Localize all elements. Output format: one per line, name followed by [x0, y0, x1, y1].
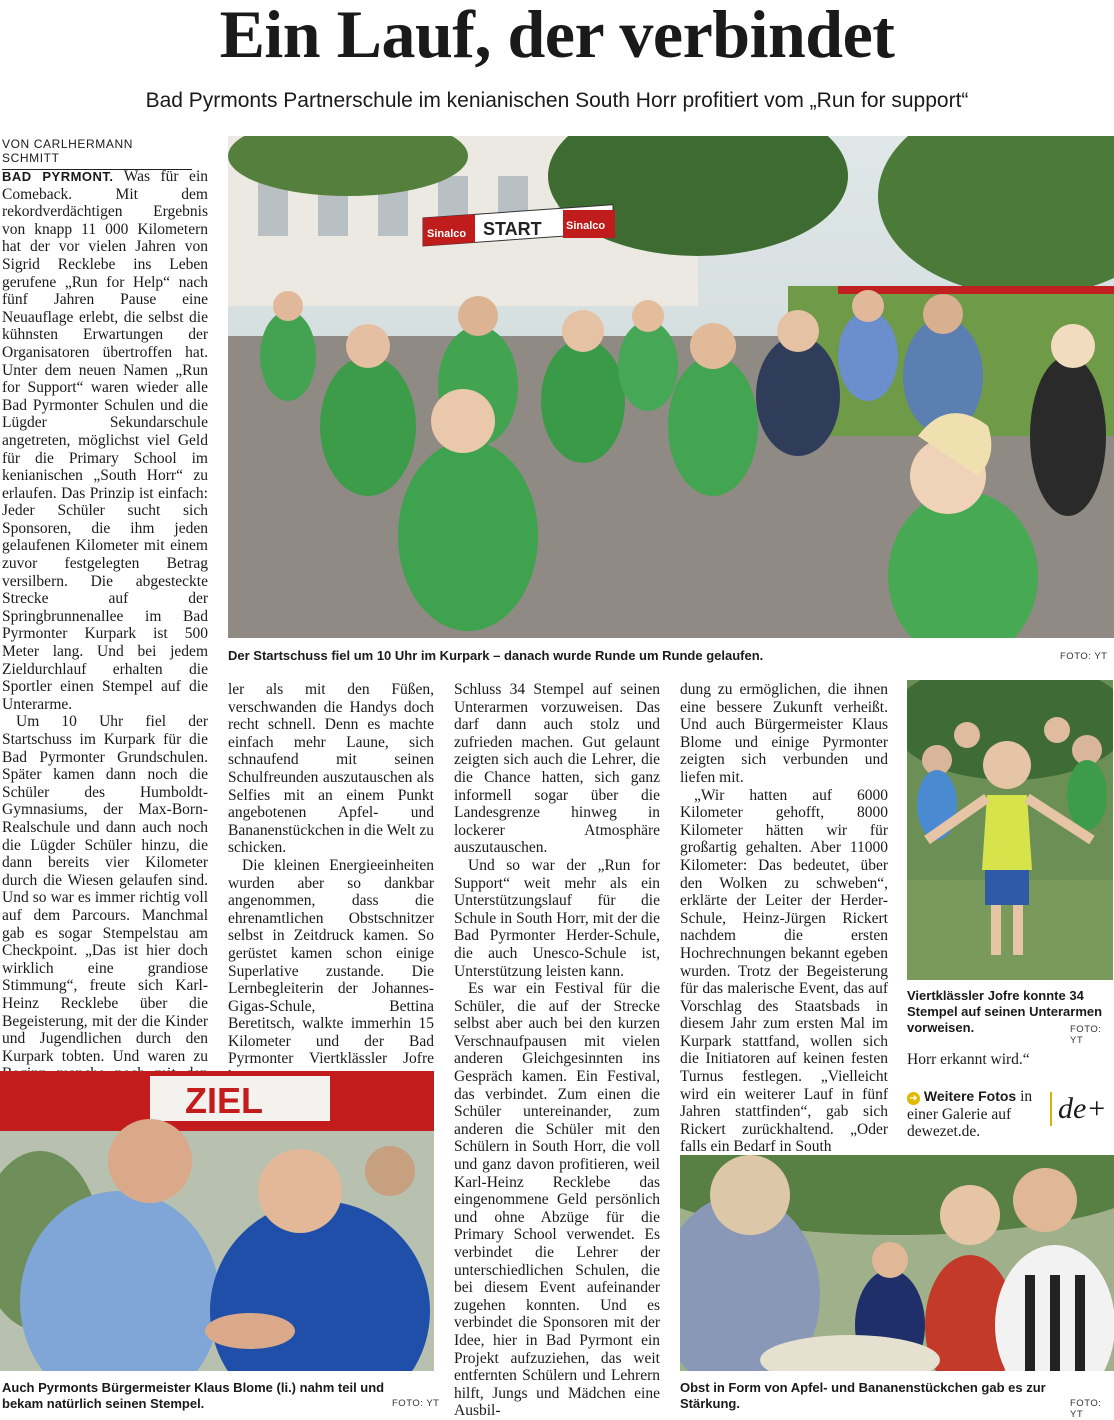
photo-main-runners	[228, 136, 1114, 638]
article-paragraph: dung zu ermöglichen, die ihnen eine bessere Zukunft verheißt. Und auch Bürgermeister Klaus Blome und einige Pyrmonter zeigten sich verbunden und liefen mit.	[680, 681, 888, 786]
article-paragraph: Es war ein Festival für die Schüler, die auf der Strecke selbst aber auch bei den kurzen Verschnaufpausen mit vielen anderen Gleichgesinnten ins Gespräch kamen. Ein Festival, das verbindet. Zum einen die Schüler untereinander, zum anderen die Schüler mit den Schülern in South Horr, die voll und ganz davon profitieren, weil Karl-Heinz Recklebe das eingenommene Geld persönlich und ohne Abzüge für die Primary School verwendet. Es verbindet die Lehrer der unterschiedlichen Schulen, die bei diesem Event aufeinander zugehen konnten. Und es verbindet die Sponsoren mit der Idee, hier in Bad Pyrmont ein Projekt aufzuziehen, das weit entfernten Schülern und Lehrern hilft, Jungs und Mädchen eine Ausbil-	[454, 980, 660, 1420]
banner-start: START	[483, 219, 542, 239]
photo-main-credit: FOTO: YT	[1060, 651, 1108, 662]
headline: Ein Lauf, der verbindet	[219, 0, 895, 72]
photo-mayor-caption: Auch Pyrmonts Bürgermeister Klaus Blome (li.) nahm teil und bekam natürlich seinen Stempel.	[2, 1380, 385, 1411]
dewezet-plus-logo: de+	[1050, 1092, 1107, 1126]
article-column-1	[2, 168, 208, 1065]
byline: VON CARLHERMANN SCHMITT	[2, 137, 192, 170]
banner-sponsor-left: Sinalco	[427, 228, 467, 240]
article-paragraph: Die kleinen Energieeinheiten wurden aber so dankbar angenommen, dass die ehrenamtlichen Obstschnitzer selbst in Zeitdruck kamen. So gerüstet kamen schon einige Superlative zustande. Die Lernbegleiterin der Johannes-Gigas-Schule, Bettina Beretitsch, walkte immerhin 15 Kilometer und der Bad Pyrmonter Viertklässler Jofre	[228, 856, 434, 1068]
article-paragraph: Schluss 34 Stempel auf seinen Unterarmen vorzuweisen. Das darf dann auch stolz und zufrieden machen. Gut gelaunt zeigten sich auch die Lehrer, die die Chance hatten, sich ganz informell sogar über die Landesgrenze hinweg in lockerer Atmosphäre auszutauschen.	[454, 681, 660, 857]
photo-fruit-caption: Obst in Form von Apfel- und Bananenstückchen gab es zur Stärkung.	[680, 1380, 1046, 1411]
more-photos-text: in einer Galerie auf dewezet.de.	[907, 1088, 1033, 1141]
banner-sponsor-right: Sinalco	[566, 220, 606, 232]
more-photos-label: Weitere Fotos	[923, 1088, 1017, 1104]
photo-fruit-credit: FOTO: YT	[1070, 1398, 1102, 1420]
article-paragraph: „Wir hatten auf 6000 Kilometer gehofft, 8000 Kilometer hätten wir für großartig gehalten. Aber 11000 Kilometer: Das bedeutet, über den Wolken zu schweben“, erklärte der Leiter der Herder-Schule, Heinz-Jürgen Rickert nachdem die ersten Hochrechnungen bekannt egeben wurden. Trotz der Begeisterung für das malerische Event, das auf Vorschlag des Staatsbads in diesem Jahr zum ersten Mal im Kurpark stattfand, wollen sich die Initiatoren auf keinen festen Turnus festlegen. „Vielleicht wird ein weiterer Lauf in fünf Jahren stattfinden“, gab sich Rickert zurückhaltend. „Oder falls ein Bedarf in South	[680, 786, 888, 1156]
article-column-4	[680, 681, 888, 1156]
photo-mayor	[0, 1071, 434, 1371]
photo-jofre-credit: FOTO: YT	[1070, 1024, 1102, 1046]
article-paragraph: Und so war der „Run for Support“ weit mehr als ein Unterstützungslauf für die Schule in South Horr, mit der die Bad Pyrmonter Herder-Schule, die auch Unesco-Schule ist, Unterstützung leisten kann.	[454, 856, 660, 980]
dateline: BAD PYRMONT.	[2, 169, 114, 184]
more-photos-promo[interactable]	[907, 1088, 1047, 1141]
article-paragraph: Um 10 Uhr fiel der Startschuss im Kurpark für die Bad Pyrmonter Grundschulen. Später kamen dann noch die Schüler des Humboldt-Gymnasiums, der Max-Born-Realschule und dann auch noch die Lügder Schüler hinzu, die dann bereits vier Kilometer durch die Wiesen gelaufen sind. Und so war es immer richtig voll auf dem Parcours. Manchmal gab es sogar Stempelstau am Checkpoint. „Das ist hier doch wirklich eine grandiose Stimmung“, freute sich Karl-Heinz Recklebe über die Begeisterung, mit der die Kinder und Jugendlichen durch den Kurpark tobten. Und waren zu	[2, 713, 208, 1065]
article-column-5	[907, 1051, 1113, 1069]
article-column-3	[454, 681, 660, 1420]
article-paragraph: Horr erkannt wird.“	[907, 1051, 1030, 1068]
photo-jofre	[907, 680, 1113, 980]
subheadline: Bad Pyrmonts Partnerschule im kenianischen South Horr profitiert vom „Run for support“	[145, 89, 969, 112]
banner-ziel: ZIEL	[185, 1080, 263, 1121]
article-column-2	[228, 681, 434, 1068]
article-paragraph: ler als mit den Füßen, verschwanden die Handys doch recht schnell. Denn es machte einfach mehr Laune, sich schnaufend mit seinen Schulfreunden auszutauschen als Selfies mit an einem Punkt angebotenen Apfel- und Bananenstückchen in die Welt zu schicken.	[228, 681, 434, 857]
photo-mayor-credit: FOTO: YT	[392, 1398, 440, 1409]
photo-fruit	[680, 1155, 1114, 1371]
article-lead: Was für ein Comeback. Mit dem rekordverdächtigen Ergebnis von knapp 11 000 Kilometern hat der vor vielen Jahren von Sigrid Recklebe ins Leben gerufene „Run for Help“ nach fünf Jahren Pause eine Neuauflage erlebt, die selbst die kühnsten Erwartungen der Organisatoren übertroffen hat. Unter dem neuen Namen „Run for Support“ waren wieder alle Bad Pyrmonter Schulen und die Lügder Sekundarschule angetreten, möglichst viel Geld für die Primary School im kenianischen „South Horr“ zu erlaufen. Das Prinzip ist einfach: Jeder Schüler sucht sich Sponsoren, die ihm jeden gelaufenen Kilometer mit einem zuvor festgelegten Betrag versilbern. Die abgesteckte Strecke auf der Springbrunnenallee im Bad Pyrmonter Kurpark ist 500 Meter lang. Und bei jedem Zieldurchlauf erhalten die Sportler einen Stempel auf die Unterarme.	[2, 168, 208, 713]
photo-jofre-caption: Viertklässler Jofre konnte 34 Stempel auf seinen Unterarmen vorweisen.	[907, 988, 1103, 1035]
photo-main-caption: Der Startschuss fiel um 10 Uhr im Kurpark – danach wurde Runde um Runde gelaufen.	[228, 648, 764, 663]
arrow-right-icon: ➜	[907, 1092, 920, 1105]
